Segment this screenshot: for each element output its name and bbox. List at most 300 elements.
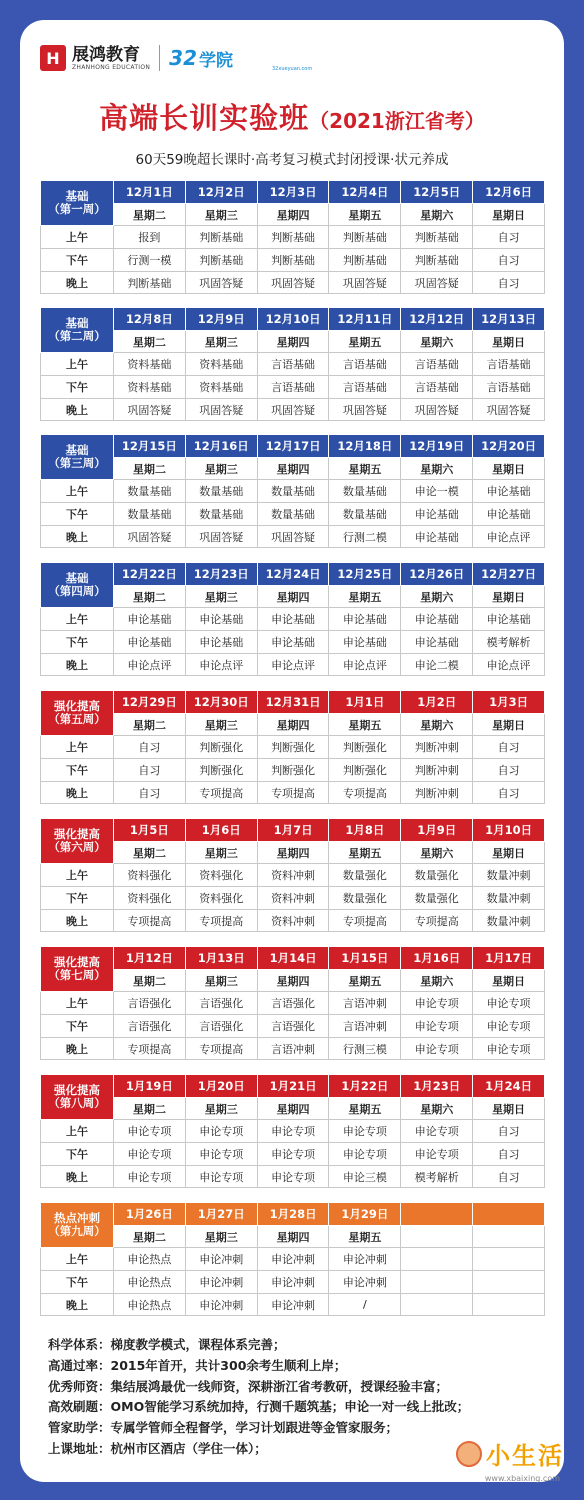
class-cell: 申论基础 [473,503,545,526]
weekday-cell: 星期六 [401,841,473,864]
class-cell: 资料强化 [185,864,257,887]
weekday-cell: 星期六 [401,713,473,736]
date-row [41,435,545,458]
class-cell: 申论专项 [185,1165,257,1188]
date-cell: 1月24日 [473,1075,545,1098]
schedule-row [41,480,545,503]
class-cell: 自习 [473,249,545,272]
class-cell: 言语基础 [401,376,473,399]
class-cell: 自习 [473,226,545,249]
class-cell: 言语强化 [114,1015,186,1038]
class-cell: 自习 [473,271,545,294]
class-cell: 专项提高 [185,909,257,932]
weekday-cell [473,1225,545,1248]
date-cell: 12月30日 [185,691,257,714]
class-cell: 数量强化 [329,864,401,887]
class-cell: 判断强化 [329,736,401,759]
date-row [41,1203,545,1226]
watermark-text: 小生活 [486,1441,564,1470]
class-cell: 巩固答疑 [257,525,329,548]
period-label: 晚上 [41,525,114,548]
week-label: 强化提高 （第七周） [41,947,114,992]
period-label: 晚上 [41,909,114,932]
class-cell: 数量基础 [114,480,186,503]
date-row [41,563,545,586]
class-cell: 申论基础 [185,631,257,654]
weekday-cell: 星期三 [185,457,257,480]
period-label: 上午 [41,864,114,887]
date-cell: 1月13日 [185,947,257,970]
class-cell: 申论专项 [401,1015,473,1038]
weekday-cell: 星期五 [329,457,401,480]
class-cell: 模考解析 [473,631,545,654]
weekday-row [41,1225,545,1248]
week-table [40,180,545,294]
class-cell: 申论冲刺 [257,1293,329,1316]
logo-row [40,38,313,78]
weekday-cell: 星期五 [329,1097,401,1120]
date-row [41,308,545,331]
feature-line: 高效刷题：OMO智能学习系统加持，行测千题筑基；申论一对一线上批改； [48,1399,470,1415]
date-cell: 12月25日 [329,563,401,586]
date-cell: 1月27日 [185,1203,257,1226]
class-cell: 自习 [473,1143,545,1166]
class-cell: 数量冲刺 [473,909,545,932]
date-cell: 1月12日 [114,947,186,970]
class-cell: 言语强化 [257,1015,329,1038]
week-label: 基础 （第一周） [41,181,114,226]
class-cell: 巩固答疑 [401,398,473,421]
schedule-row [41,525,545,548]
feature-line: 科学体系：梯度教学模式，课程体系完善； [48,1337,286,1352]
date-cell: 1月20日 [185,1075,257,1098]
date-cell: 12月17日 [257,435,329,458]
schedule-row [41,1248,545,1271]
week-label: 强化提高 （第六周） [41,819,114,864]
class-cell: 言语冲刺 [329,1015,401,1038]
schedule-row [41,249,545,272]
date-cell: 12月26日 [401,563,473,586]
week-table [40,1202,545,1316]
tagline: 60天59晚超长课时·高考复习模式封闭授课·状元养成 [135,152,449,168]
schedule-row [41,271,545,294]
class-cell: 自习 [114,781,186,804]
weekday-cell: 星期四 [257,457,329,480]
class-cell: 言语基础 [473,353,545,376]
weekday-cell: 星期日 [473,585,545,608]
class-cell: 申论基础 [401,503,473,526]
date-cell: 12月22日 [114,563,186,586]
class-cell: 申论专项 [257,1143,329,1166]
weekday-row [41,969,545,992]
class-cell: 自习 [473,1120,545,1143]
class-cell: 申论冲刺 [185,1248,257,1271]
class-cell: 申论基础 [185,608,257,631]
class-cell: 自习 [473,1165,545,1188]
class-cell: 判断强化 [257,736,329,759]
page-title [0,96,584,137]
weekday-cell: 星期五 [329,713,401,736]
class-cell: 判断强化 [185,736,257,759]
class-cell: 申论冲刺 [329,1248,401,1271]
class-cell: 数量基础 [257,503,329,526]
class-cell [401,1248,473,1271]
date-row [41,181,545,204]
class-cell: 判断基础 [257,249,329,272]
weekday-cell: 星期二 [114,1097,186,1120]
class-cell: 申论专项 [401,1120,473,1143]
class-cell: 专项提高 [257,781,329,804]
period-label: 下午 [41,759,114,782]
weekday-cell: 星期日 [473,330,545,353]
date-row [41,1075,545,1098]
class-cell: 申论专项 [185,1120,257,1143]
date-row [41,691,545,714]
class-cell: 言语基础 [329,376,401,399]
date-cell: 12月3日 [257,181,329,204]
weekday-row [41,713,545,736]
class-cell: 申论基础 [329,631,401,654]
class-cell: 判断基础 [114,271,186,294]
weekday-cell: 星期五 [329,330,401,353]
schedule-row [41,759,545,782]
class-cell: 资料冲刺 [257,909,329,932]
class-cell: 判断基础 [401,226,473,249]
class-cell: 申论冲刺 [257,1248,329,1271]
week-table [40,562,545,676]
class-cell: 数量冲刺 [473,864,545,887]
logo-divider [159,45,160,71]
date-cell: 1月29日 [329,1203,401,1226]
feature-line: 管家助学：专属学管师全程督学，学习计划跟进等金管家服务； [48,1420,399,1436]
class-cell: 自习 [473,736,545,759]
class-cell: 专项提高 [329,909,401,932]
class-cell: 申论专项 [401,1037,473,1060]
period-label: 下午 [41,1143,114,1166]
schedule-row [41,1037,545,1060]
period-label: 晚上 [41,653,114,676]
class-cell: 申论点评 [257,653,329,676]
date-cell [473,1203,545,1226]
class-cell: 申论专项 [257,1120,329,1143]
week-table [40,1074,545,1188]
date-cell: 12月13日 [473,308,545,331]
class-cell: 申论点评 [329,653,401,676]
period-label: 上午 [41,736,114,759]
schedule-row [41,1271,545,1294]
class-cell: 言语基础 [329,353,401,376]
class-cell: 数量基础 [257,480,329,503]
class-cell: 申论专项 [473,992,545,1015]
weekday-cell: 星期六 [401,330,473,353]
period-label: 下午 [41,1271,114,1294]
date-cell: 12月16日 [185,435,257,458]
period-label: 上午 [41,480,114,503]
class-cell: 申论基础 [473,480,545,503]
class-cell: 判断基础 [401,249,473,272]
weekday-cell: 星期三 [185,841,257,864]
date-cell: 12月12日 [401,308,473,331]
class-cell: 申论冲刺 [329,1271,401,1294]
period-label: 下午 [41,1015,114,1038]
date-cell: 12月23日 [185,563,257,586]
weekday-cell: 星期四 [257,713,329,736]
date-cell: 12月11日 [329,308,401,331]
date-cell: 12月19日 [401,435,473,458]
schedule-row [41,1293,545,1316]
watermark-url: www.xbaixing.com [484,1474,560,1483]
weekday-cell: 星期四 [257,203,329,226]
class-cell: 巩固答疑 [114,525,186,548]
class-cell: 言语基础 [257,353,329,376]
period-label: 上午 [41,1248,114,1271]
weekday-cell: 星期二 [114,203,186,226]
class-cell: 判断基础 [257,226,329,249]
feature-line: 优秀师资：集结展鸿最优一线师资，深耕浙江省考教研，授课经验丰富； [48,1378,449,1394]
weekday-cell: 星期三 [185,969,257,992]
class-cell: 申论热点 [114,1293,186,1316]
schedule-row [41,398,545,421]
class-cell: 申论三模 [329,1165,401,1188]
weekday-cell: 星期日 [473,841,545,864]
class-cell: 数量基础 [329,480,401,503]
date-cell [401,1203,473,1226]
class-cell: 申论基础 [329,608,401,631]
class-cell: 自习 [473,781,545,804]
class-cell: 判断冲刺 [401,759,473,782]
class-cell: 巩固答疑 [329,398,401,421]
class-cell: 申论点评 [473,653,545,676]
date-cell: 12月15日 [114,435,186,458]
date-cell: 12月18日 [329,435,401,458]
class-cell: 申论专项 [185,1143,257,1166]
class-cell: 巩固答疑 [401,271,473,294]
weekday-cell: 星期五 [329,969,401,992]
date-cell: 1月26日 [114,1203,186,1226]
class-cell: 言语基础 [257,376,329,399]
weekday-row [41,585,545,608]
features-list [48,1335,469,1460]
class-cell: 巩固答疑 [185,398,257,421]
period-label: 晚上 [41,1293,114,1316]
weekday-cell: 星期六 [401,1097,473,1120]
class-cell: 言语强化 [185,992,257,1015]
class-cell: 判断强化 [185,759,257,782]
class-cell: 专项提高 [401,909,473,932]
schedule-row [41,631,545,654]
class-cell: 申论专项 [401,1143,473,1166]
class-cell: 数量强化 [329,887,401,910]
date-cell: 1月19日 [114,1075,186,1098]
class-cell: 专项提高 [329,781,401,804]
date-cell: 12月27日 [473,563,545,586]
date-cell: 1月22日 [329,1075,401,1098]
date-cell: 1月3日 [473,691,545,714]
weekday-cell: 星期二 [114,585,186,608]
date-cell: 1月17日 [473,947,545,970]
date-cell: 12月31日 [257,691,329,714]
weekday-row [41,457,545,480]
period-label: 上午 [41,1120,114,1143]
weekday-cell: 星期日 [473,1097,545,1120]
title-sub: （2021浙江省考） [309,109,485,133]
class-cell: 判断冲刺 [401,781,473,804]
schedule-row [41,353,545,376]
class-cell: 申论专项 [473,1037,545,1060]
schedule-row [41,1015,545,1038]
weekday-cell: 星期四 [257,330,329,353]
class-cell: 判断基础 [185,249,257,272]
class-cell: 判断强化 [257,759,329,782]
week-label: 热点冲刺 （第九周） [41,1203,114,1248]
schedule-row [41,503,545,526]
date-cell: 1月15日 [329,947,401,970]
feature-line: 高通过率：2015年首开，共计300余考生顺利上岸； [48,1357,347,1373]
title-main: 高端长训实验班 [99,101,310,135]
xueyuan-logo-num: 32 [169,46,198,70]
date-cell: 12月20日 [473,435,545,458]
period-label: 上午 [41,226,114,249]
class-cell: 巩固答疑 [185,525,257,548]
class-cell [401,1271,473,1294]
weekday-cell: 星期三 [185,1097,257,1120]
weekday-cell: 星期五 [329,1225,401,1248]
weekday-cell: 星期五 [329,585,401,608]
date-row [41,947,545,970]
class-cell: 申论二模 [401,653,473,676]
date-cell: 12月8日 [114,308,186,331]
class-cell [473,1248,545,1271]
weekday-cell: 星期六 [401,969,473,992]
date-cell: 1月5日 [114,819,186,842]
class-cell: 数量冲刺 [473,887,545,910]
class-cell: 模考解析 [401,1165,473,1188]
zhanhong-logo-en: ZHANHONG EDUCATION [72,63,151,71]
class-cell: 申论基础 [401,608,473,631]
date-cell: 1月7日 [257,819,329,842]
class-cell: 数量强化 [401,887,473,910]
date-cell: 1月6日 [185,819,257,842]
class-cell: 申论专项 [114,1120,186,1143]
weekday-cell: 星期二 [114,330,186,353]
week-label: 强化提高 （第五周） [41,691,114,736]
date-cell: 12月24日 [257,563,329,586]
class-cell: 申论冲刺 [185,1293,257,1316]
weekday-row [41,1097,545,1120]
class-cell: 行测三模 [329,1037,401,1060]
schedule-row [41,992,545,1015]
weekday-row [41,841,545,864]
class-cell: 资料基础 [185,376,257,399]
weekday-cell: 星期日 [473,457,545,480]
schedule-row [41,781,545,804]
period-label: 下午 [41,631,114,654]
class-cell: 专项提高 [114,1037,186,1060]
week-label: 基础 （第二周） [41,308,114,353]
weekday-cell: 星期四 [257,969,329,992]
class-cell: 巩固答疑 [185,271,257,294]
class-cell: 申论专项 [473,1015,545,1038]
class-cell: 言语冲刺 [329,992,401,1015]
weekday-cell: 星期四 [257,1097,329,1120]
schedule-row [41,376,545,399]
weekday-cell: 星期四 [257,841,329,864]
class-cell: 专项提高 [114,909,186,932]
class-cell: 申论专项 [114,1165,186,1188]
schedule-row [41,1120,545,1143]
class-cell: 判断基础 [185,226,257,249]
class-cell: 申论专项 [329,1120,401,1143]
period-label: 上午 [41,608,114,631]
xueyuan-logo-url: 32xueyuan.com [272,66,313,72]
class-cell: 巩固答疑 [257,271,329,294]
class-cell: 行测一模 [114,249,186,272]
weekday-cell: 星期六 [401,203,473,226]
class-cell: 资料强化 [114,887,186,910]
date-cell: 1月28日 [257,1203,329,1226]
class-cell: 申论热点 [114,1248,186,1271]
class-cell: 数量基础 [185,480,257,503]
class-cell: 申论基础 [114,608,186,631]
schedule-row [41,864,545,887]
schedule-row [41,608,545,631]
class-cell: 数量基础 [185,503,257,526]
class-cell: 判断基础 [329,226,401,249]
schedule-row [41,887,545,910]
date-cell: 12月4日 [329,181,401,204]
weekday-cell [401,1225,473,1248]
class-cell: 行测二模 [329,525,401,548]
class-cell: 专项提高 [185,1037,257,1060]
week-table [40,818,545,932]
weekday-row [41,330,545,353]
weekday-cell: 星期二 [114,969,186,992]
class-cell: 申论基础 [257,608,329,631]
date-cell: 12月1日 [114,181,186,204]
class-cell: 申论一模 [401,480,473,503]
class-cell: 言语冲刺 [257,1037,329,1060]
class-cell: 申论基础 [257,631,329,654]
period-label: 晚上 [41,1165,114,1188]
date-cell: 1月14日 [257,947,329,970]
weekday-cell: 星期二 [114,841,186,864]
class-cell: 资料冲刺 [257,864,329,887]
class-cell: 巩固答疑 [114,398,186,421]
weekday-cell: 星期二 [114,713,186,736]
weekday-cell: 星期二 [114,457,186,480]
weekday-row [41,203,545,226]
period-label: 晚上 [41,1037,114,1060]
class-cell: 言语强化 [185,1015,257,1038]
xueyuan-logo-cn: 学院 [199,50,234,71]
week-table [40,434,545,548]
class-cell: 申论专项 [401,992,473,1015]
zhanhong-logo-icon: H [40,45,66,71]
class-cell: 言语强化 [114,992,186,1015]
weekday-cell: 星期六 [401,457,473,480]
class-cell: 言语基础 [401,353,473,376]
period-label: 下午 [41,887,114,910]
schedule-row [41,653,545,676]
class-cell [401,1293,473,1316]
class-cell: 申论基础 [401,631,473,654]
class-cell: 数量基础 [114,503,186,526]
class-cell: 资料基础 [114,353,186,376]
weekday-cell: 星期日 [473,713,545,736]
class-cell: 数量基础 [329,503,401,526]
class-cell: 自习 [473,759,545,782]
schedule-row [41,1165,545,1188]
